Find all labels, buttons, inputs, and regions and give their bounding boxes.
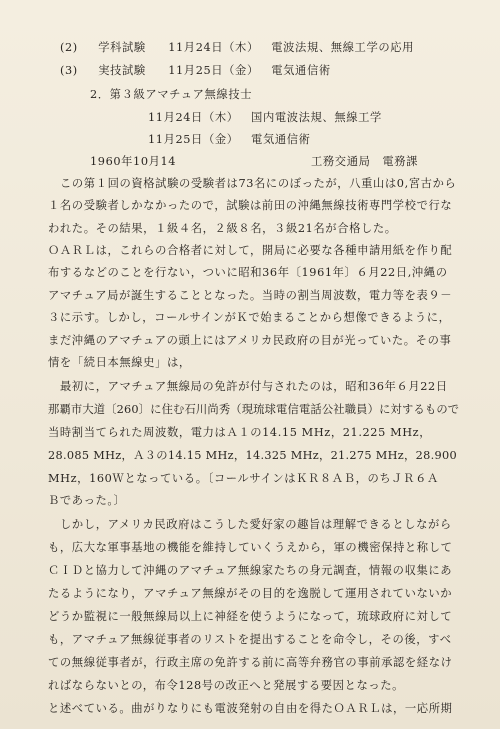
exam-item-subject: 電波法規、無線工学の応用: [271, 41, 415, 54]
body-line: １名の受験者しかなかったので，試験は前田の沖縄無線技術専門学校で行な: [48, 199, 453, 212]
class3-subject: 電気通信術: [251, 133, 311, 146]
quote-line: ＣＩＤと協力して沖縄のアマチュア無線家たちの身元調査，情報の収集にあ: [48, 564, 453, 577]
class3-row: [148, 133, 311, 147]
body-line: ３に示す。しかし，コールサインがＫで始まることから想像できるように，: [48, 311, 451, 324]
quote-line: たるようになり，アマチュア無線がその目的を逸脱して運用されていないか: [48, 587, 453, 600]
quote-line: Ｂであった。〕: [48, 494, 126, 507]
quote-line: ての無線従事者が，行政主席の免許する前に高等弁務官の事前承認を経なけ: [48, 656, 453, 669]
body-line: まだ沖縄のアマチュアの頭上にはアメリカ民政府の目が光っていた。その事: [48, 334, 452, 347]
class3-row: [148, 111, 382, 125]
quote-line: 当時割当てられた周波数，電力はＡ１の14.15 MHz，21.225 MHz，: [48, 426, 432, 439]
exam-item-3: [60, 64, 331, 78]
signature-date: 1960年10月14: [90, 155, 177, 168]
quote-line: どうか監視に一般無線局以上に神経を使うようになって，琉球政府に対して: [48, 610, 453, 623]
exam-item-name: 実技試験: [98, 64, 146, 77]
body-line: 情を「続日本無線史」は，: [48, 356, 191, 369]
exam-item-number: (2): [60, 41, 78, 54]
class3-heading: 2．第３級アマチュア無線技士: [90, 88, 253, 101]
signature-office: 工務交通局 電務課: [311, 155, 419, 168]
quote-line: 最初に，アマチュア無線局の免許が付与されたのは，昭和36年６月22日: [60, 380, 448, 393]
quote-line: 那覇市大道〔260〕に住む石川尚秀（現琉球電信電話公社職員）に対するもので: [48, 403, 460, 416]
class3-date: 11月25日（金）: [148, 133, 239, 146]
body-line: ＯＡＲＬは，これらの合格者に対して，開局に必要な各種申請用紙を作り配: [48, 244, 453, 257]
exam-item-subject: 電気通信術: [271, 64, 331, 77]
body-line: われた。その結果，１級４名，２級８名，３級21名が合格した。: [48, 222, 397, 235]
quote-line: も，広大な軍事基地の機能を維持していくうえから，軍の機密保持と称して: [48, 541, 453, 554]
body-line: アマチュア局が誕生することとなった。当時の割当周波数，電力等を表９－: [48, 289, 453, 302]
class3-date: 11月24日（木）: [148, 111, 239, 124]
quote-line: 28.085 MHz，Ａ３の14.15 MHz，14.325 MHz，21.275 MHz，28.900: [48, 449, 457, 462]
body-line: 布するなどのことを行ない，ついに昭和36年〔1961年〕６月22日,沖縄の: [48, 266, 448, 279]
body-line: と述べている。曲がりなりにも電波発射の自由を得たＯＡＲＬは，一応所期: [48, 702, 453, 715]
exam-item-number: (3): [60, 64, 78, 77]
quote-line: しかし，アメリカ民政府はこうした愛好家の趣旨は理解できるとしながら: [60, 518, 452, 531]
exam-item-date: 11月24日（木）: [168, 41, 259, 54]
quote-line: も，アマチュア無線従事者のリストを提出することを命令し，その後，すべ: [48, 633, 452, 646]
exam-item-2: [60, 41, 414, 55]
quote-line: ればならないとの，布令128号の改正へと発展する要因となった。: [48, 679, 405, 692]
quote-line: MHz，160Ｗとなっている。〔コールサインはＫＲ８ＡＢ，のちＪＲ６Ａ: [48, 472, 439, 485]
body-line: この第１回の資格試験の受験者は73名にのぼったが，八重山は0,宮古から: [60, 177, 457, 190]
exam-item-date: 11月25日（金）: [168, 64, 259, 77]
exam-item-name: 学科試験: [98, 41, 146, 54]
class3-subject: 国内電波法規、無線工学: [251, 111, 382, 124]
